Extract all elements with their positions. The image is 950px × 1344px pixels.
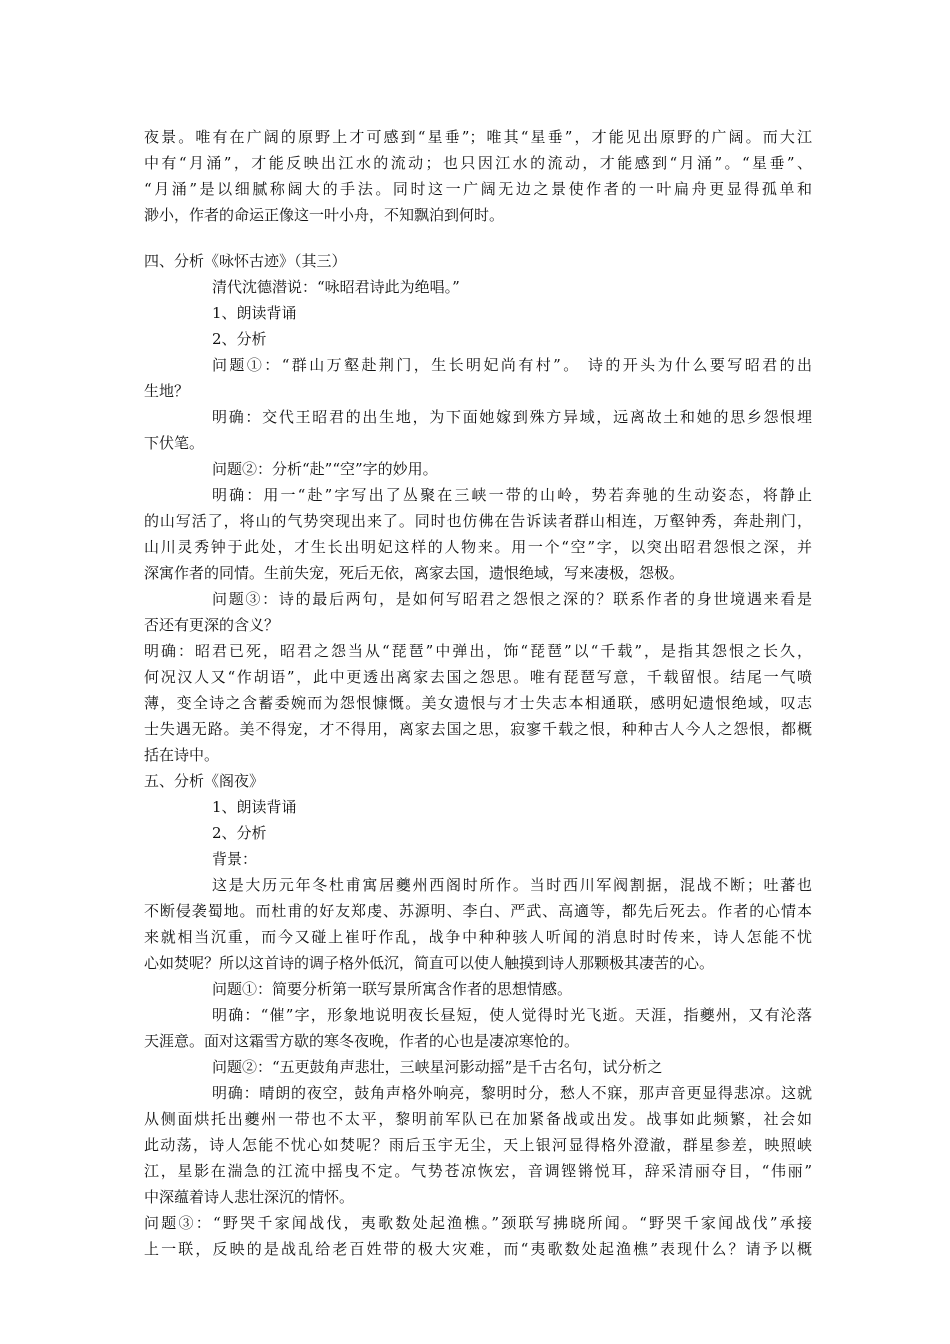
text-line: 何况汉人又“作胡语”，此中更透出离家去国之怨思。唯有琵琶写意，千载留恨。结尾一气喷 [144, 668, 812, 686]
text-line: 的山写活了，将山的气势突现出来了。同时也仿佛在告诉读者群山相连，万壑钟秀，奔赴荆门， [144, 512, 812, 530]
answer-line: 明确：晴朗的夜空，鼓角声格外响亮，黎明时分，愁人不寐，那声音更显得悲凉。这就 [212, 1084, 812, 1102]
text-line: 背景： [212, 850, 258, 868]
text-line: 括在诗中。 [144, 746, 220, 764]
text-line: 深寓作者的同情。生前失宠，死后无依，离家去国，遗恨绝域，写来凄极，怨极。 [144, 564, 685, 582]
text-line: 江，星影在湍急的江流中摇曳不定。气势苍凉恢宏，音调铿锵悦耳，辞采清丽夺目，“伟丽” [144, 1162, 812, 1180]
text-line: 中深蕴着诗人悲壮深沉的情怀。 [144, 1188, 355, 1206]
text-line: 2、分析 [212, 824, 267, 842]
question-line: 问题②：“五更鼓角声悲壮，三峡星河影动摇”是千古名句，试分析之 [212, 1058, 663, 1076]
answer-line: 明确：昭君已死，昭君之怨当从“琵琶”中弹出，饰“琵琶”以“千载”，是指其怨恨之长久， [144, 642, 812, 660]
text-line: 渺小，作者的命运正像这一叶小舟，不知飘泊到何时。 [144, 206, 505, 224]
text-line: 士失遇无路。美不得宠，才不得用，离家去国之思，寂寥千载之恨，种种古人今人之怨恨，都概 [144, 720, 812, 738]
text-line: 清代沈德潜说：“咏昭君诗此为绝唱。” [212, 278, 460, 296]
text-line: 夜景。唯有在广阔的原野上才可感到“星垂”；唯其“星垂”，才能见出原野的广阔。而大江 [144, 128, 812, 146]
text-line: 上一联，反映的是战乱给老百姓带的极大灾难，而“夷歌数处起渔樵”表现什么？请予以概 [144, 1240, 812, 1258]
section-heading: 五、分析《阁夜》 [144, 772, 265, 790]
text-line: 来就相当沉重，而今又碰上崔吁作乱，战争中种种骇人听闻的消息时时传来，诗人怎能不忧 [144, 928, 812, 946]
question-line: 问题②：分析“赴”“空”字的妙用。 [212, 460, 438, 478]
text-line: 从侧面烘托出夔州一带也不太平，黎明前军队已在加紧备战或出发。战事如此频繁，社会如 [144, 1110, 812, 1128]
text-line: 薄，变全诗之含蓄委婉而为怨恨慷慨。美女遗恨与才士失志本相通联，感明妃遗恨绝域，叹志 [144, 694, 812, 712]
text-line: 2、分析 [212, 330, 267, 348]
text-line: 天涯意。面对这霜雪方歇的寒冬夜晚，作者的心也是凄凉寒怆的。 [144, 1032, 580, 1050]
answer-line: 明确：“催”字，形象地说明夜长昼短，使人觉得时光飞逝。天涯，指夔州，又有沦落 [212, 1006, 812, 1024]
text-line: 不断侵袭蜀地。而杜甫的好友郑虔、苏源明、李白、严武、高適等，都先后死去。作者的心情本 [144, 902, 812, 920]
text-line: 此动荡，诗人怎能不忧心如焚呢？雨后玉宇无尘，天上银河显得格外澄澈，群星参差，映照峡 [144, 1136, 812, 1154]
answer-line: 明确：用一“赴”字写出了丛聚在三峡一带的山岭，势若奔驰的生动姿态，将静止 [212, 486, 812, 504]
section-heading: 四、分析《咏怀古迹》（其三） [144, 252, 347, 270]
question-line: 问题③：“野哭千家闻战伐，夷歌数处起渔樵。”颈联写拂晓所闻。“野哭千家闻战伐”承接 [144, 1214, 812, 1232]
question-line: 问题③：诗的最后两句，是如何写昭君之怨恨之深的？联系作者的身世境遇来看是 [212, 590, 812, 608]
text-line: 生地？ [144, 382, 190, 400]
text-line: 这是大历元年冬杜甫寓居夔州西阁时所作。当时西川军阀割据，混战不断；吐蕃也 [212, 876, 812, 894]
text-line: 否还有更深的含义？ [144, 616, 280, 634]
text-line: 1、朗读背诵 [212, 798, 297, 816]
text-line: 山川灵秀钟于此处，才生长出明妃这样的人物来。用一个“空”字，以突出昭君怨恨之深，并 [144, 538, 812, 556]
text-line: 1、朗读背诵 [212, 304, 297, 322]
question-line: 问题①：“群山万壑赴荆门，生长明妃尚有村”。 诗的开头为什么要写昭君的出 [212, 356, 812, 374]
text-line: “月涌”是以细腻称阔大的手法。同时这一广阔无边之景使作者的一叶扁舟更显得孤单和 [144, 180, 812, 198]
text-line: 心如焚呢？所以这首诗的调子格外低沉，简直可以使人触摸到诗人那颗极其凄苦的心。 [144, 954, 715, 972]
text-line: 下伏笔。 [144, 434, 205, 452]
answer-line: 明确：交代王昭君的出生地，为下面她嫁到殊方异域，远离故土和她的思乡怨恨埋 [212, 408, 812, 426]
text-line: 中有“月涌”，才能反映出江水的流动；也只因江水的流动，才能感到“月涌”。“星垂”、 [144, 154, 812, 172]
question-line: 问题①：简要分析第一联写景所寓含作者的思想情感。 [212, 980, 573, 998]
